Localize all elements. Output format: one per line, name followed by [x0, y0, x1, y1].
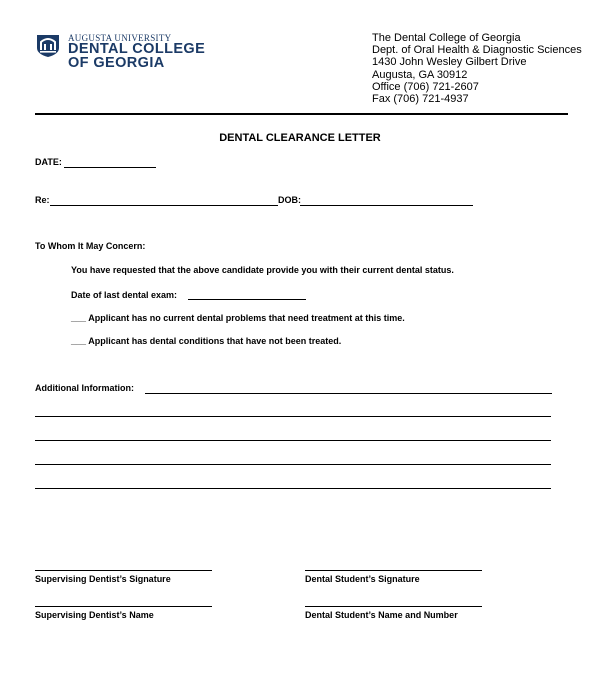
university-name: AUGUSTA UNIVERSITY	[68, 33, 172, 43]
last-exam-field[interactable]	[188, 299, 306, 300]
augusta-university-logo-icon	[35, 32, 61, 58]
address-line: Dept. of Oral Health & Diagnostic Sciences	[372, 44, 582, 57]
additional-info-line[interactable]	[35, 440, 551, 441]
student-name-line[interactable]	[305, 606, 482, 607]
date-label: DATE:	[35, 157, 62, 167]
option-no-problems-checkbox[interactable]: ___	[71, 313, 87, 323]
option-untreated	[71, 336, 341, 346]
student-name-label: Dental Student’s Name and Number	[305, 610, 458, 620]
re-label: Re:	[35, 195, 50, 205]
date-field[interactable]	[64, 167, 156, 168]
option-untreated-text: Applicant has dental conditions that have not been treated.	[88, 336, 342, 346]
address-line: Augusta, GA 30912	[372, 68, 468, 81]
student-signature-line[interactable]	[305, 570, 482, 571]
supervising-signature-line[interactable]	[35, 570, 212, 571]
additional-info-line[interactable]	[145, 393, 552, 394]
last-exam-label: Date of last dental exam:	[71, 290, 178, 300]
college-name: DENTAL COLLEGE	[68, 41, 206, 57]
additional-info-line[interactable]	[35, 416, 551, 417]
option-no-problems-text: Applicant has no current dental problems that need treatment at this time.	[88, 313, 405, 323]
supervising-signature-label: Supervising Dentist’s Signature	[35, 574, 171, 584]
supervising-name-line[interactable]	[35, 606, 212, 607]
supervising-name-label: Supervising Dentist’s Name	[35, 610, 154, 620]
additional-info-line[interactable]	[35, 464, 551, 465]
option-untreated-checkbox[interactable]: ___	[71, 336, 87, 346]
additional-info-label: Additional Information:	[35, 383, 134, 393]
dob-field[interactable]	[300, 205, 473, 206]
address-block	[372, 32, 582, 105]
fax-line: Fax (706) 721-4937	[372, 93, 469, 106]
additional-info-line[interactable]	[35, 488, 551, 489]
phone-line: Office (706) 721-2607	[372, 80, 479, 93]
intro-text: You have requested that the above candidate provide you with their current dental status.	[71, 265, 454, 275]
dob-label: DOB:	[278, 195, 301, 205]
college-name-state: OF GEORGIA	[68, 55, 165, 71]
header-divider	[35, 113, 568, 115]
student-signature-label: Dental Student’s Signature	[305, 574, 420, 584]
option-no-problems	[71, 313, 405, 323]
salutation: To Whom It May Concern:	[35, 241, 146, 251]
address-line: 1430 John Wesley Gilbert Drive	[372, 56, 527, 69]
document-title: DENTAL CLEARANCE LETTER	[219, 132, 381, 144]
re-field[interactable]	[50, 205, 278, 206]
address-line: The Dental College of Georgia	[372, 32, 521, 44]
